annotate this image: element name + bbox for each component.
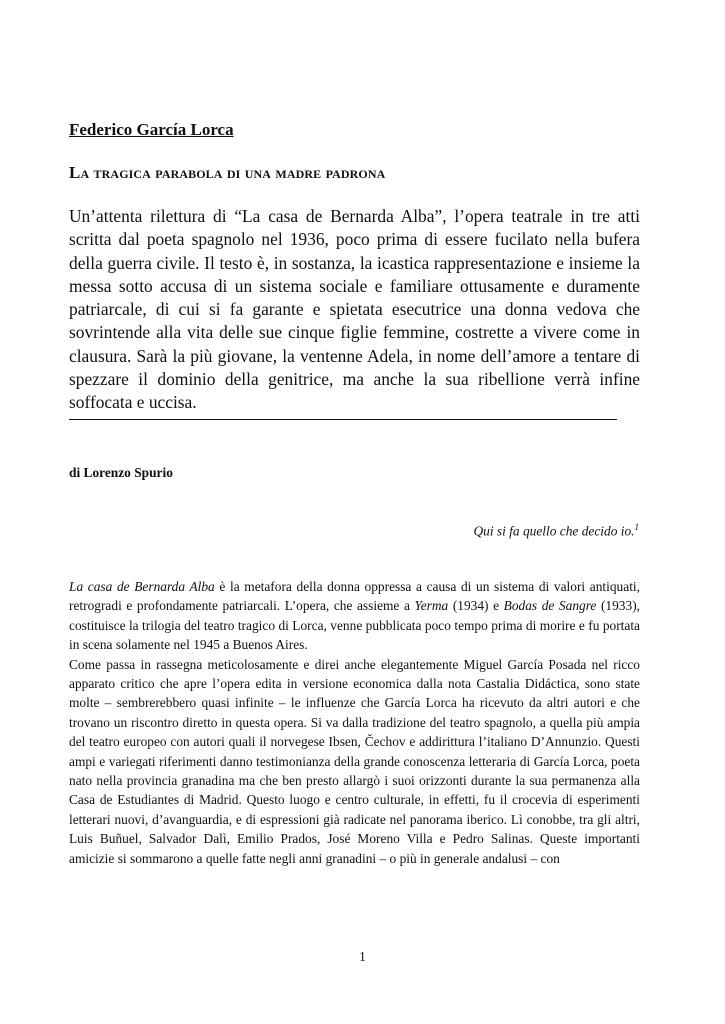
paragraph-1-text-b: (1934) e xyxy=(448,598,504,614)
body-paragraph-1 xyxy=(69,577,640,655)
paragraph-1-text-a: è la metafora della donna oppressa a causa di un sistema di valori antiquati, retrogradi e profondamente patriarcali. L’opera, che assieme a xyxy=(69,579,640,614)
author-heading: Federico García Lorca xyxy=(69,120,234,139)
work-title-bernarda-alba: La casa de Bernarda Alba xyxy=(69,579,215,594)
separator-line xyxy=(69,419,617,420)
epigraph-text: Qui si fa quello che decido io. xyxy=(473,523,635,539)
work-title-yerma: Yerma xyxy=(414,598,449,614)
body-text xyxy=(69,577,640,868)
article-title: La tragica parabola di una madre padrona xyxy=(69,163,386,182)
abstract-paragraph: Un’attenta rilettura di “La casa de Bernarda Alba”, l’opera teatrale in tre atti scritta dal poeta spagnolo nel 1936, poco prima di essere fucilato nella bufera della guerra civile. Il testo è, in sostanza, la icastica rappresentazione e insieme la messa sotto accusa di un sistema sociale e familiare ottusamente e duramente patriarcale, di cui si fa garante e spietata esecutrice una donna vedova che sovrintende alla vita delle sue cinque figlie femmine, costrette a vivere come in clausura. Sarà la più giovane, la ventenne Adela, in nome dell’amore a tentare di spezzare il dominio della genitrice, ma anche la sua ribellione verrà infine soffocata e uccisa. xyxy=(69,206,640,413)
work-title-bodas-de-sangre: Bodas de Sangre xyxy=(503,598,597,614)
footnote-marker[interactable]: 1 xyxy=(634,522,639,532)
paragraph-1-text-c: (1933), costituisce la trilogia del teatro tragico di Lorca, venne pubblicata poco tempo prima di morire e fu portata in scena solamente nel 1945 a Buenos Aires. xyxy=(69,598,641,653)
page-number: 1 xyxy=(359,949,366,964)
body-paragraph-2: Come passa in rassegna meticolosamente e direi anche elegantemente Miguel García Posada nel ricco apparato critico che apre l’opera edita in versione economica dalla nota Castalia Didáctica, sono state molte – sembrerebbero quasi infinite – le influenze che García Lorca ha ricevuto da altri autori e che trovano un riscontro diretto in questa opera. Si va dalla tradizione del teatro spagnolo, a quella più ampia del teatro europeo con autori quali il norvegese Ibsen, Čechov e addirittura l’italiano D’Annunzio. Questi ampi e variegati riferimenti danno testimonianza della grande conoscenza letteraria di García Lorca, poeta nato nella provincia granadina ma che ben presto allargò i suoi orizzonti durante la sua permanenza alla Casa de Estudiantes di Madrid. Questo luogo e centro culturale, in effetti, fu il crocevia di esperimenti letterari nuovi, d’avanguardia, e di espressioni già radicate nel panorama iberico. Lì conobbe, tra gli altri, Luis Buñuel, Salvador Dalì, Emilio Prados, José Moreno Villa e Pedro Salinas. Queste importanti amicizie si sommarono a quelle fatte negli anni granadini – o più in generale andalusi – con xyxy=(69,656,640,866)
byline: di Lorenzo Spurio xyxy=(69,465,173,480)
epigraph xyxy=(473,522,639,539)
